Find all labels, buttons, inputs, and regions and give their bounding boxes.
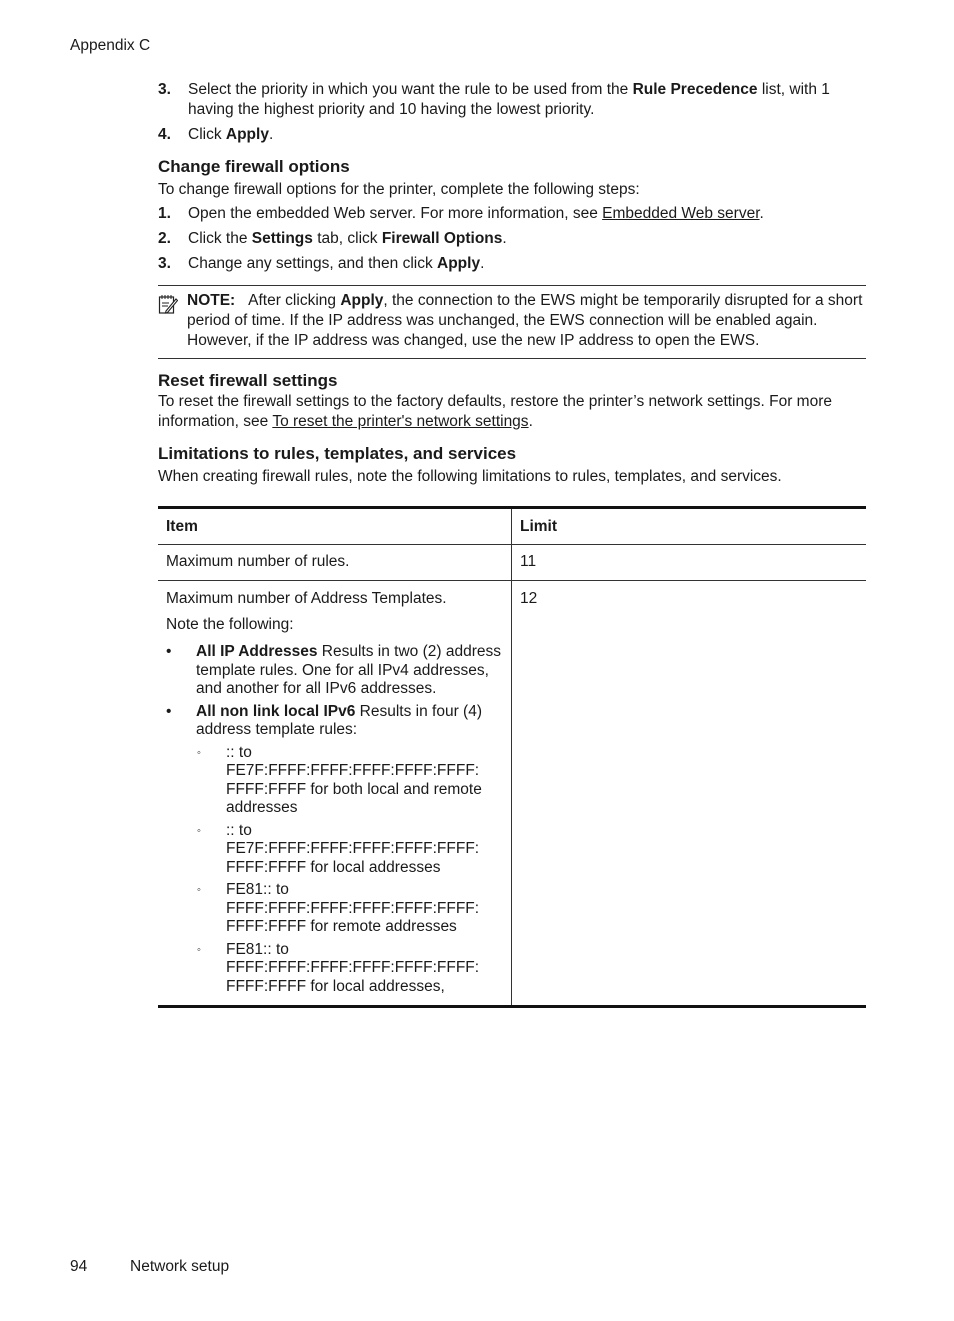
sub-item-line: :: to [226, 821, 252, 839]
list-item-text: Results in four (4) address template rules: [196, 702, 482, 738]
running-head: Appendix C [70, 37, 151, 54]
sub-item-line: FE7F:FFFF:FFFF:FFFF:FFFF:FFFF: [226, 762, 480, 779]
step-text: Change any settings, and then click [188, 255, 438, 272]
embedded-web-server-link[interactable]: Embedded Web server [602, 205, 760, 222]
sub-item-line: FFFF:FFFF:FFFF:FFFF:FFFF:FFFF: [226, 899, 480, 917]
sub-bullet-glyph: ◦ [197, 943, 201, 956]
limits-table [158, 506, 866, 1008]
step-text: Click [188, 126, 226, 143]
sub-item-line: FE81:: to [226, 940, 289, 958]
sub-item-line: FFFF:FFFF for remote addresses [226, 918, 457, 935]
ui-term: All IP Addresses [196, 643, 318, 660]
sub-item-line: FFFF:FFFF for local addresses [226, 858, 441, 876]
step-number: 2. [158, 230, 171, 247]
section-heading-reset-firewall: Reset firewall settings [158, 371, 338, 390]
ui-term: Rule Precedence [632, 81, 758, 98]
list-item [166, 643, 503, 699]
table-cell-item [158, 581, 512, 1007]
sub-bullet-glyph: ◦ [197, 824, 201, 837]
table-row [158, 545, 866, 581]
section-heading-limitations: Limitations to rules, templates, and services [158, 444, 517, 463]
list-item-text: Results in two (2) address template rules. One for all IPv4 addresses, and another for all IPv6 addresses. [196, 643, 501, 697]
step-text: . [759, 205, 764, 222]
step-text: . [268, 126, 274, 143]
step-number: 3. [158, 255, 171, 272]
note-box [158, 285, 866, 359]
sub-list-item [166, 744, 503, 818]
step-item [158, 229, 866, 249]
cell-text: Note the following: [166, 616, 294, 633]
note-label: NOTE: [187, 292, 236, 309]
ui-term: Settings [251, 230, 313, 247]
reset-network-settings-link[interactable]: To reset the printer's network settings [272, 413, 529, 430]
sub-list-item [166, 822, 503, 878]
sub-bullet-glyph: ◦ [197, 746, 201, 759]
step-text: list, with 1 having the highest priority and 10 having the lowest priority. [188, 81, 830, 118]
step-item [158, 254, 866, 274]
ui-term: Apply [340, 292, 384, 309]
table-cell-limit: 11 [512, 545, 867, 581]
sub-item-line: FE7F:FFFF:FFFF:FFFF:FFFF:FFFF: [226, 840, 480, 857]
table-row [158, 581, 866, 1007]
step-number: 3. [158, 81, 171, 98]
ui-term: All non link local IPv6 [196, 702, 356, 720]
ui-term: Apply [225, 126, 269, 143]
step-item [158, 125, 866, 145]
table-cell-item: Maximum number of rules. [158, 545, 512, 581]
section-heading-change-firewall: Change firewall options [158, 157, 350, 176]
table-header-row [158, 508, 866, 545]
cell-text: Maximum number of Address Templates. [166, 590, 447, 607]
step-item [158, 80, 866, 120]
sub-item-line: :: to [226, 743, 252, 761]
paragraph-text: To reset the firewall settings to the factory defaults, restore the printer’s network settings. For more information, see [158, 393, 832, 430]
sub-item-line: FFFF:FFFF for local addresses, [226, 977, 445, 995]
section-intro: To change firewall options for the printer, complete the following steps: [158, 181, 640, 198]
page-number: 94 [70, 1258, 88, 1275]
step-text: Select the priority in which you want the rule to be used from the [188, 81, 633, 98]
sub-item-line: FFFF:FFFF:FFFF:FFFF:FFFF:FFFF: [226, 959, 480, 976]
footer-section-title: Network setup [130, 1258, 230, 1275]
bullet-glyph: • [166, 702, 172, 720]
list-item [166, 703, 503, 740]
step-number: 1. [158, 205, 171, 222]
bullet-glyph: • [166, 643, 172, 660]
table-cell-limit: 12 [512, 581, 867, 1007]
sub-list-item [166, 881, 503, 937]
note-text [187, 291, 866, 351]
step-text: . [480, 255, 485, 272]
sub-item-line: FFFF:FFFF for both local and remote addresses [226, 780, 482, 816]
sub-bullet-glyph: ◦ [197, 884, 201, 896]
step-text: Open the embedded Web server. For more information, see [188, 205, 603, 222]
ui-term: Apply [437, 255, 481, 272]
sub-item-line: FE81:: to [226, 881, 289, 898]
step-item [158, 204, 866, 224]
note-body: After clicking [248, 292, 341, 309]
column-header-limit: Limit [512, 508, 867, 545]
step-text: Click the [188, 230, 252, 247]
section-intro: When creating firewall rules, note the following limitations to rules, templates, and services. [158, 468, 782, 485]
step-text: . [502, 230, 507, 247]
ui-term: Firewall Options [381, 230, 503, 247]
page-content [158, 80, 866, 1008]
paragraph-text: . [528, 413, 533, 430]
reset-paragraph [158, 392, 866, 432]
sub-list-item [166, 941, 503, 997]
column-header-item: Item [158, 508, 512, 545]
step-text: tab, click [312, 230, 382, 247]
step-number: 4. [158, 126, 171, 143]
note-icon [158, 293, 178, 315]
note-body: , the connection to the EWS might be temporarily disrupted for a short period of time. If the IP address was unchanged, the EWS connection will be enabled again. However, if the IP address was changed, use the new IP address to open the EWS. [187, 292, 863, 349]
